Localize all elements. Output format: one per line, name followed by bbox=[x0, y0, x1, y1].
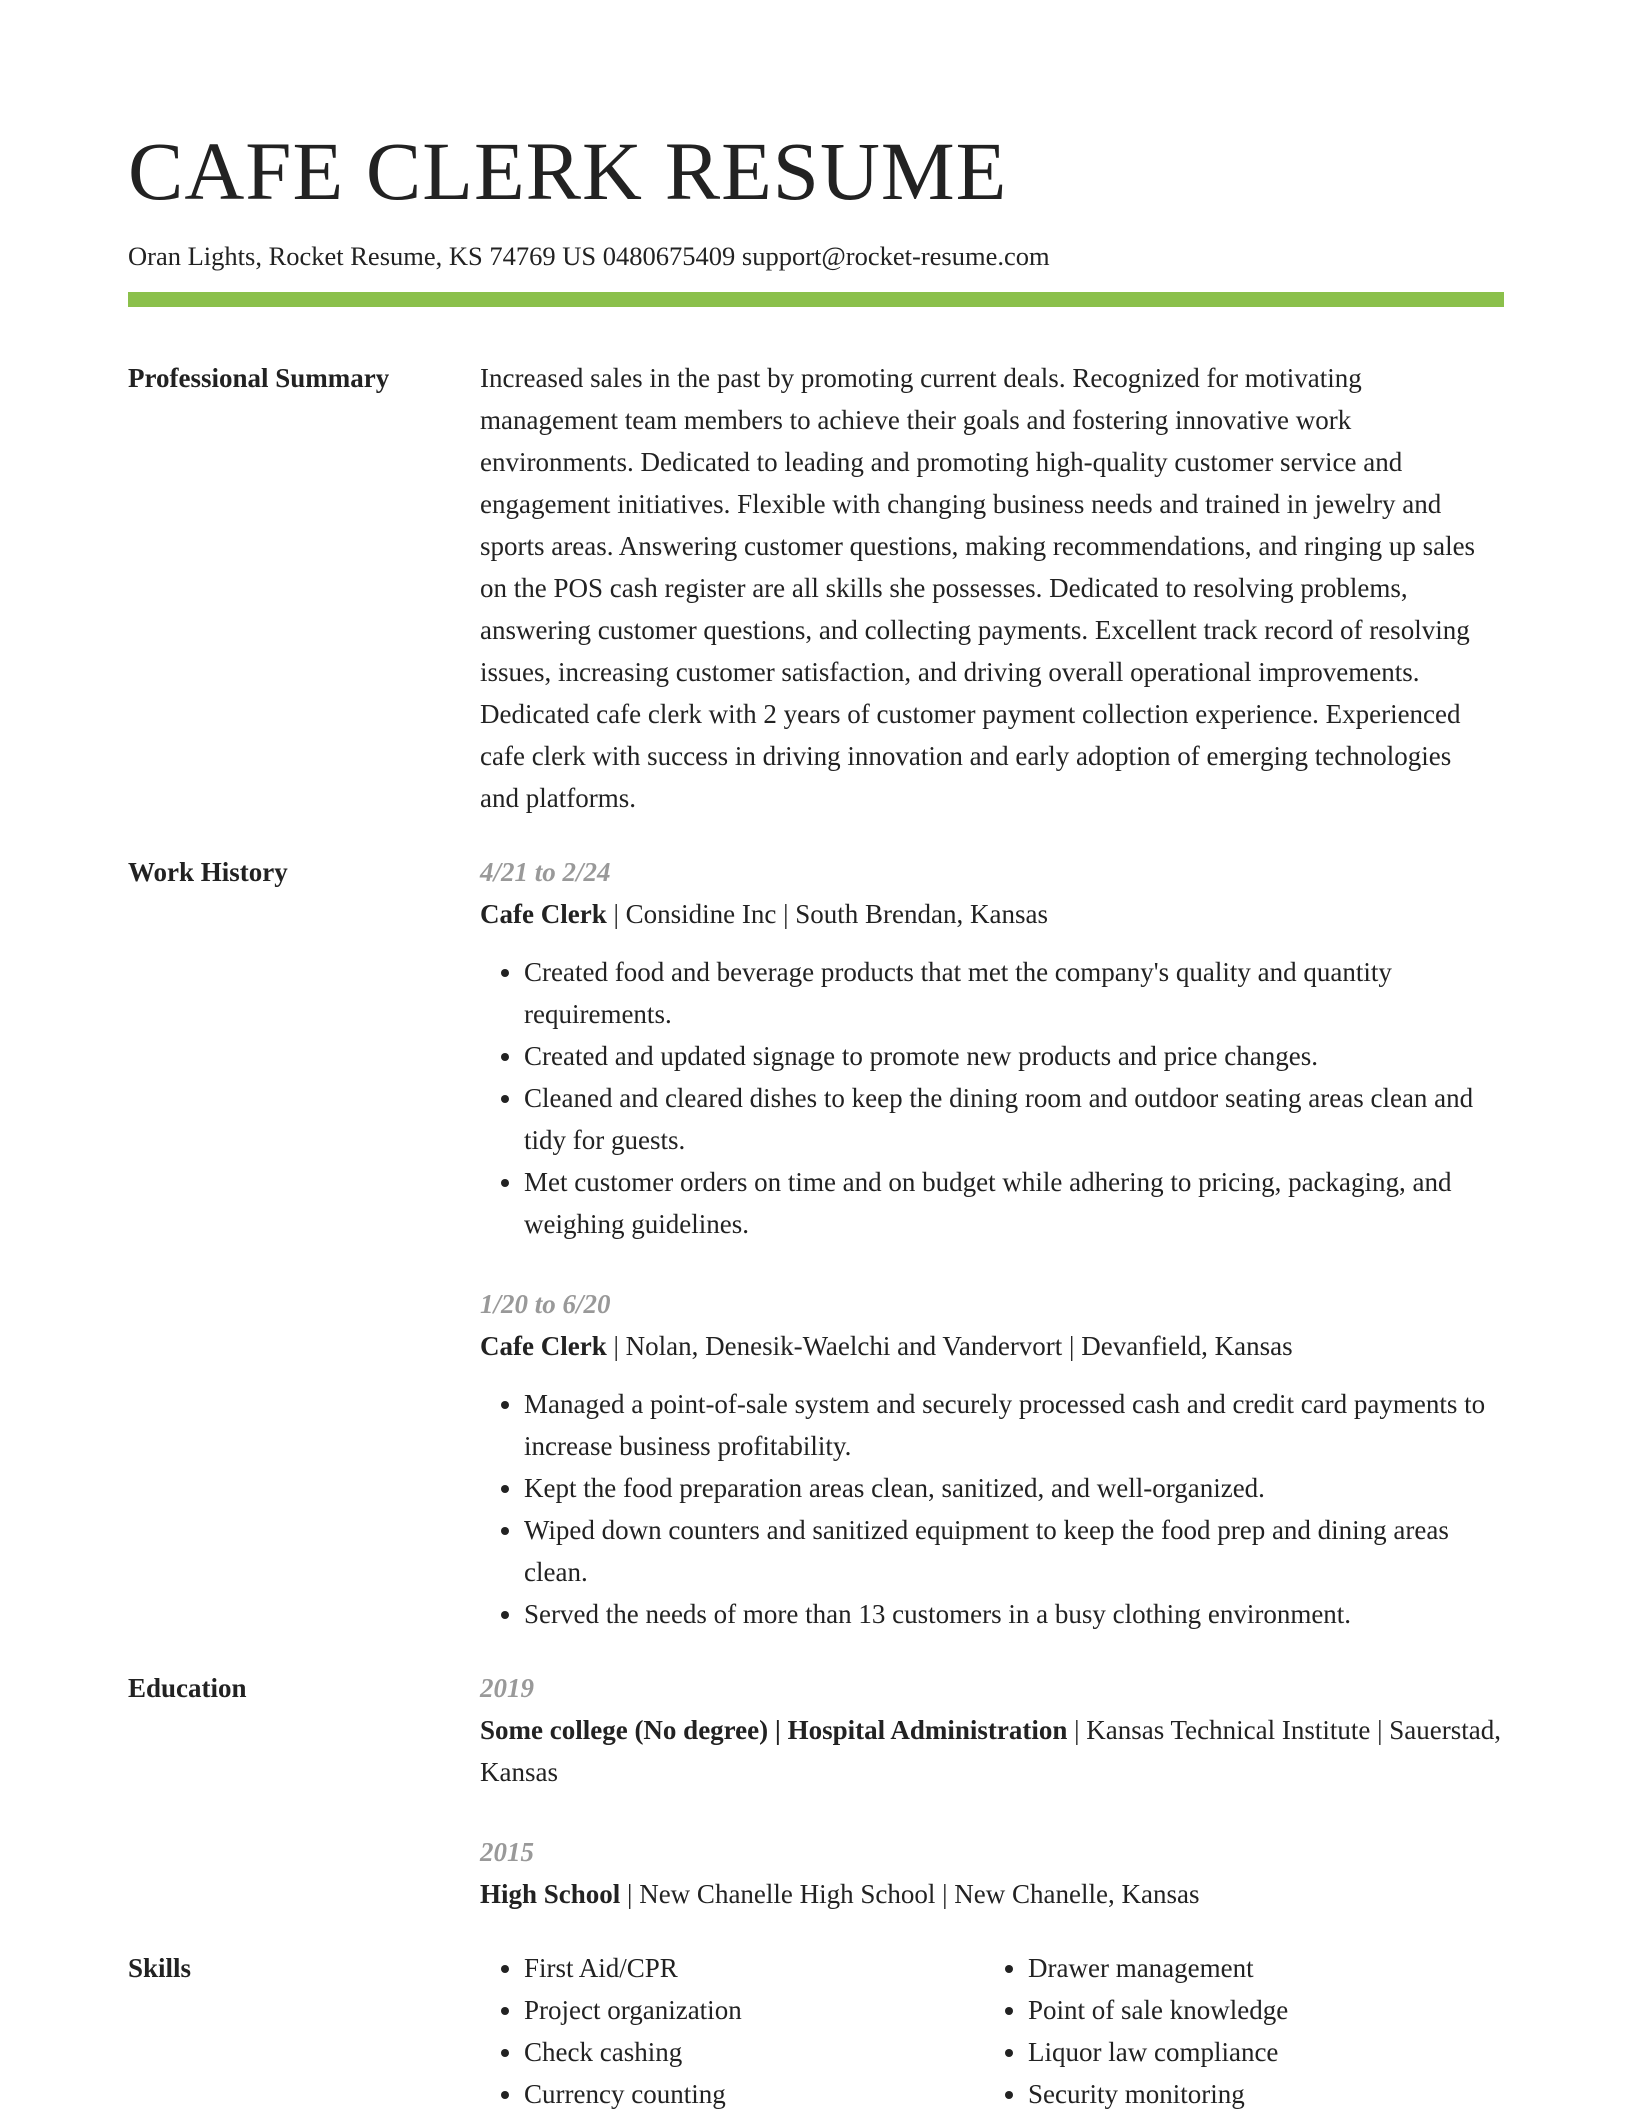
section-label-education: Education bbox=[128, 1673, 247, 1703]
job-entry bbox=[480, 851, 1504, 1245]
job-bullet: • Created food and beverage products that met the company's quality and quantity requirements. bbox=[524, 951, 1504, 1035]
resume-title: CAFE CLERK RESUME bbox=[128, 125, 1008, 217]
education-section bbox=[128, 1667, 1504, 1915]
skill-item: • Liquor law compliance bbox=[1028, 2031, 1488, 2073]
header-divider bbox=[128, 292, 1504, 307]
skills-list-right bbox=[984, 1947, 1488, 2115]
job-details: | Considine Inc | South Brendan, Kansas bbox=[606, 899, 1048, 929]
job-bullet: • Kept the food preparation areas clean, sanitized, and well-organized. bbox=[524, 1467, 1504, 1509]
skills-columns bbox=[480, 1947, 1504, 2115]
job-bullet: • Cleaned and cleared dishes to keep the dining room and outdoor seating areas clean and tidy for guests. bbox=[524, 1077, 1504, 1161]
education-details: | New Chanelle High School | New Chanelle, Kansas bbox=[620, 1879, 1200, 1909]
job-bullet: • Served the needs of more than 13 customers in a busy clothing environment. bbox=[524, 1593, 1504, 1635]
education-degree: Some college (No degree) | Hospital Administration bbox=[480, 1715, 1068, 1745]
contact-line: Oran Lights, Rocket Resume, KS 74769 US 0480675409 support@rocket-resume.com bbox=[128, 241, 1050, 271]
work-history-section bbox=[128, 851, 1504, 1635]
skill-item: • Drawer management bbox=[1028, 1947, 1488, 1989]
skill-item: • Project organization bbox=[524, 1989, 984, 2031]
skills-section bbox=[128, 1947, 1504, 2115]
skills-list-left bbox=[480, 1947, 984, 2115]
job-line bbox=[480, 1325, 1504, 1367]
section-label-summary: Professional Summary bbox=[128, 363, 390, 393]
job-title: Cafe Clerk bbox=[480, 1331, 607, 1361]
job-bullet: • Wiped down counters and sanitized equipment to keep the food prep and dining areas clean. bbox=[524, 1509, 1504, 1593]
job-bullet: • Created and updated signage to promote new products and price changes. bbox=[524, 1035, 1504, 1077]
job-title: Cafe Clerk bbox=[480, 899, 607, 929]
job-bullet: • Met customer orders on time and on budget while adhering to pricing, packaging, and weighing guidelines. bbox=[524, 1161, 1504, 1245]
job-dates: 1/20 to 6/20 bbox=[480, 1289, 611, 1319]
education-year: 2019 bbox=[480, 1673, 534, 1703]
skill-item: • Point of sale knowledge bbox=[1028, 1989, 1488, 2031]
skill-item: • Security monitoring bbox=[1028, 2073, 1488, 2115]
education-entry bbox=[480, 1831, 1504, 1915]
section-label-skills: Skills bbox=[128, 1953, 192, 1983]
job-bullets bbox=[480, 951, 1504, 1245]
job-dates: 4/21 to 2/24 bbox=[480, 857, 611, 887]
education-degree: High School bbox=[480, 1879, 621, 1909]
education-line bbox=[480, 1709, 1504, 1793]
education-line bbox=[480, 1873, 1504, 1915]
education-year: 2015 bbox=[480, 1837, 534, 1867]
skill-item: • First Aid/CPR bbox=[524, 1947, 984, 1989]
summary-text: Increased sales in the past by promoting current deals. Recognized for motivating management team members to achieve their goals and fostering innovative work environments. Dedicated to leading and promoting high-quality customer service and engagement initiatives. Flexible with changing business needs and trained in jewelry and sports areas. Answering customer questions, making recommendations, and ringing up sales on the POS cash register are all skills she possesses. Dedicated to resolving problems, answering customer questions, and collecting payments. Excellent track record of resolving issues, increasing customer satisfaction, and driving overall operational improvements. Dedicated cafe clerk with 2 years of customer payment collection experience. Experienced cafe clerk with success in driving innovation and early adoption of emerging technologies and platforms. bbox=[480, 363, 1476, 813]
section-label-work: Work History bbox=[128, 857, 288, 887]
skill-item: • Check cashing bbox=[524, 2031, 984, 2073]
job-entry bbox=[480, 1283, 1504, 1635]
education-entry bbox=[480, 1667, 1504, 1793]
skill-item: • Currency counting bbox=[524, 2073, 984, 2115]
education-details: | Kansas Technical Institute | Sauerstad, Kansas bbox=[480, 1715, 1501, 1787]
summary-section bbox=[128, 357, 1504, 819]
job-details: | Nolan, Denesik-Waelchi and Vandervort | Devanfield, Kansas bbox=[606, 1331, 1293, 1361]
job-bullets bbox=[480, 1383, 1504, 1635]
job-bullet: • Managed a point-of-sale system and securely processed cash and credit card payments to increase business profitability. bbox=[524, 1383, 1504, 1467]
job-line bbox=[480, 893, 1504, 935]
